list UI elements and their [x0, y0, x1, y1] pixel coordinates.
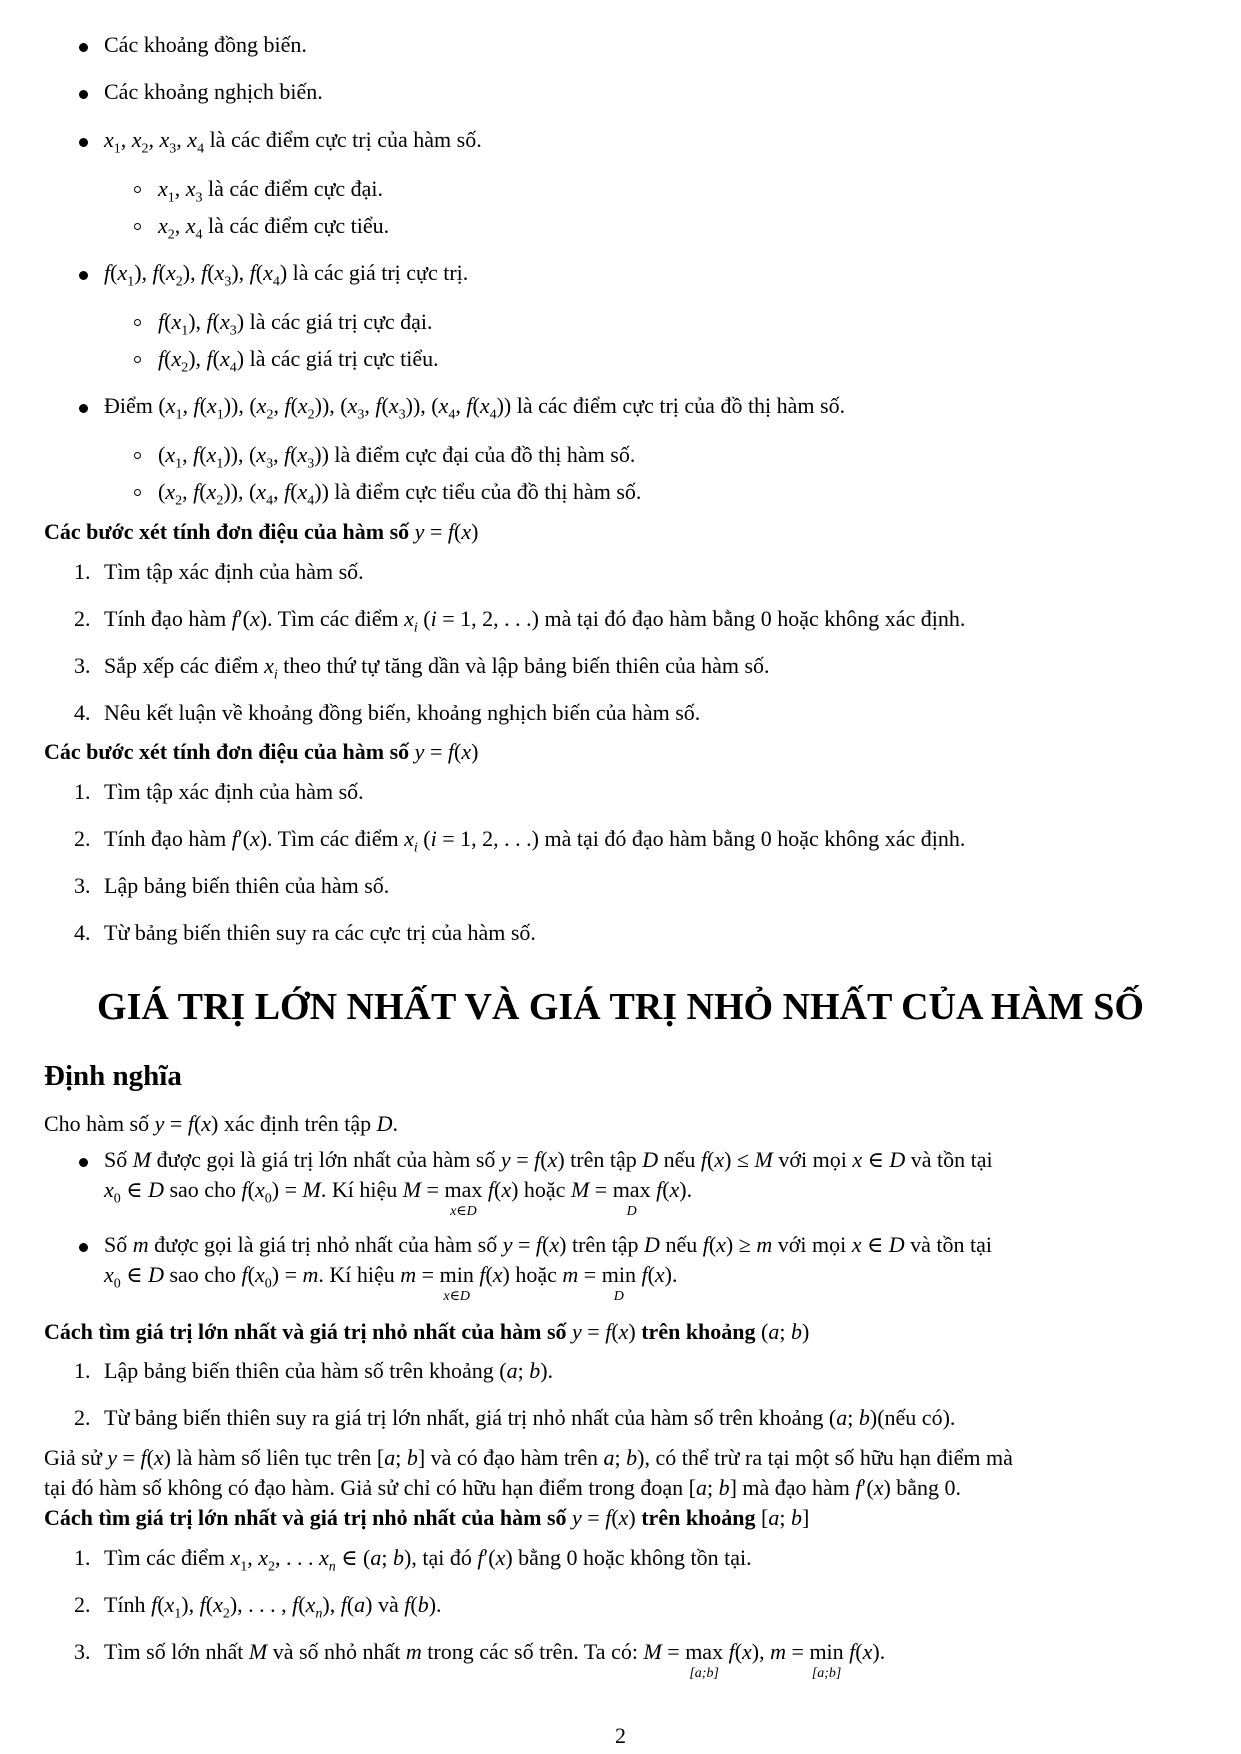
page-number: 2	[615, 1723, 626, 1748]
list-item: Điểm ($x_1$, $f(x_1)$), ($x_2$, $f(x_2)$), ($x_3$, $f(x_3)$), ($x_4$, $f(x_4)$) là các điểm cực trị của đồ thị hàm số.	[104, 393, 846, 423]
step-text: Tìm tập xác định của hàm số.	[104, 779, 364, 804]
list-item: Các khoảng nghịch biến.	[104, 79, 323, 104]
definition-min-line1: Số m được gọi là giá trị nhỏ nhất của hàm số y = f(x) trên tập D nếu f(x) ≥ m với mọi x ∈ D và tồn tại	[104, 1232, 993, 1257]
section-heading: Các bước xét tính đơn điệu của hàm số y = f(x)	[44, 519, 479, 544]
step-text: Tìm các điểm $x_1$, $x_2$, . . . $x_n$ ∈ (a; b), tại đó f′(x) bằng 0 hoặc không tồn tại.	[104, 1545, 752, 1575]
bullet	[79, 404, 88, 413]
step-text: Lập bảng biến thiên của hàm số trên khoảng (a; b).	[104, 1358, 554, 1383]
bullet	[79, 138, 88, 147]
section-heading: Cách tìm giá trị lớn nhất và giá trị nhỏ nhất của hàm số y = f(x) trên khoảng [a; b]	[44, 1505, 810, 1530]
step-number: 2.	[74, 1405, 91, 1430]
list-item: $f(x_1)$, $f(x_3)$ là các giá trị cực đại.	[158, 309, 433, 339]
list-item: $x_1$, $x_2$, $x_3$, $x_4$ là các điểm cực trị của hàm số.	[104, 127, 482, 157]
step-text: Tính $f(x_1)$, $f(x_2)$, . . . , $f(x_n)$, f(a) và f(b).	[104, 1592, 442, 1622]
bullet	[79, 43, 88, 52]
step-number: 4.	[74, 920, 91, 945]
step-number: 2.	[74, 826, 91, 851]
step-text: Từ bảng biến thiên suy ra các cực trị của hàm số.	[104, 920, 536, 945]
list-item: Các khoảng đồng biến.	[104, 32, 307, 57]
sub-bullet	[134, 452, 141, 459]
step-number: 4.	[74, 700, 91, 725]
assumption-line2: tại đó hàm số không có đạo hàm. Giả sử chỉ có hữu hạn điểm trong đoạn [a; b] mà đạo hàm f′(x) bằng 0.	[44, 1475, 962, 1500]
step-text: Nêu kết luận về khoảng đồng biến, khoảng nghịch biến của hàm số.	[104, 700, 701, 725]
step-number: 1.	[74, 559, 91, 584]
step-text: Tìm số lớn nhất M và số nhỏ nhất m trong các số trên. Ta có: M = max [a;b] f(x), m = min [a;b] f(x).	[104, 1639, 886, 1681]
sub-bullet	[134, 489, 141, 496]
section-heading: Các bước xét tính đơn điệu của hàm số y = f(x)	[44, 739, 479, 764]
step-number: 3.	[74, 873, 91, 898]
step-number: 1.	[74, 1545, 91, 1570]
step-number: 2.	[74, 1592, 91, 1617]
step-text: Từ bảng biến thiên suy ra giá trị lớn nhất, giá trị nhỏ nhất của hàm số trên khoảng (a; b)(nếu có).	[104, 1405, 956, 1430]
step-number: 3.	[74, 653, 91, 678]
list-item: $f(x_2)$, $f(x_4)$ là các giá trị cực tiểu.	[158, 346, 439, 376]
step-number: 1.	[74, 779, 91, 804]
sub-bullet	[134, 319, 141, 326]
list-item: ($x_2$, $f(x_2)$), ($x_4$, $f(x_4)$) là điểm cực tiểu của đồ thị hàm số.	[158, 479, 642, 509]
definition-heading: Định nghĩa	[44, 1060, 182, 1092]
bullet	[79, 90, 88, 99]
step-text: Tìm tập xác định của hàm số.	[104, 559, 364, 584]
sub-bullet	[134, 356, 141, 363]
step-number: 1.	[74, 1358, 91, 1383]
definition-max-line2: $x_0$ ∈ D sao cho $f(x_0) = M$. Kí hiệu M = max x∈D f(x) hoặc M = max D f(x).	[104, 1177, 693, 1219]
chapter-title: GIÁ TRỊ LỚN NHẤT VÀ GIÁ TRỊ NHỎ NHẤT CỦA HÀM SỐ	[97, 986, 1144, 1028]
step-number: 3.	[74, 1639, 91, 1664]
step-text: Tính đạo hàm f′(x). Tìm các điểm $x_i$ (i = 1, 2, . . .) mà tại đó đạo hàm bằng 0 hoặc không xác định.	[104, 826, 966, 856]
definition-max-line1: Số M được gọi là giá trị lớn nhất của hàm số y = f(x) trên tập D nếu f(x) ≤ M với mọi x ∈ D và tồn tại	[104, 1147, 993, 1172]
definition-min-line2: $x_0$ ∈ D sao cho $f(x_0) = m$. Kí hiệu m = min x∈D f(x) hoặc m = min D f(x).	[104, 1262, 678, 1304]
list-item: ($x_1$, $f(x_1)$), ($x_3$, $f(x_3)$) là điểm cực đại của đồ thị hàm số.	[158, 442, 636, 472]
assumption-line1: Giả sử y = f(x) là hàm số liên tục trên [a; b] và có đạo hàm trên a; b), có thể trừ ra tại một số hữu hạn điểm mà	[44, 1445, 1013, 1470]
bullet	[79, 1158, 88, 1167]
step-text: Lập bảng biến thiên của hàm số.	[104, 873, 390, 898]
list-item: $x_1$, $x_3$ là các điểm cực đại.	[158, 176, 384, 206]
step-number: 2.	[74, 606, 91, 631]
sub-bullet	[134, 223, 141, 230]
definition-intro: Cho hàm số y = f(x) xác định trên tập D.	[44, 1111, 398, 1136]
list-item: $f(x_1)$, $f(x_2)$, $f(x_3)$, $f(x_4)$ là các giá trị cực trị.	[104, 260, 469, 290]
bullet	[79, 1243, 88, 1252]
section-heading: Cách tìm giá trị lớn nhất và giá trị nhỏ nhất của hàm số y = f(x) trên khoảng (a; b)	[44, 1319, 810, 1344]
sub-bullet	[134, 186, 141, 193]
list-item: $x_2$, $x_4$ là các điểm cực tiểu.	[158, 213, 390, 243]
step-text: Sắp xếp các điểm $x_i$ theo thứ tự tăng dần và lập bảng biến thiên của hàm số.	[104, 653, 770, 683]
step-text: Tính đạo hàm f′(x). Tìm các điểm $x_i$ (i = 1, 2, . . .) mà tại đó đạo hàm bằng 0 hoặc không xác định.	[104, 606, 966, 636]
bullet	[79, 271, 88, 280]
